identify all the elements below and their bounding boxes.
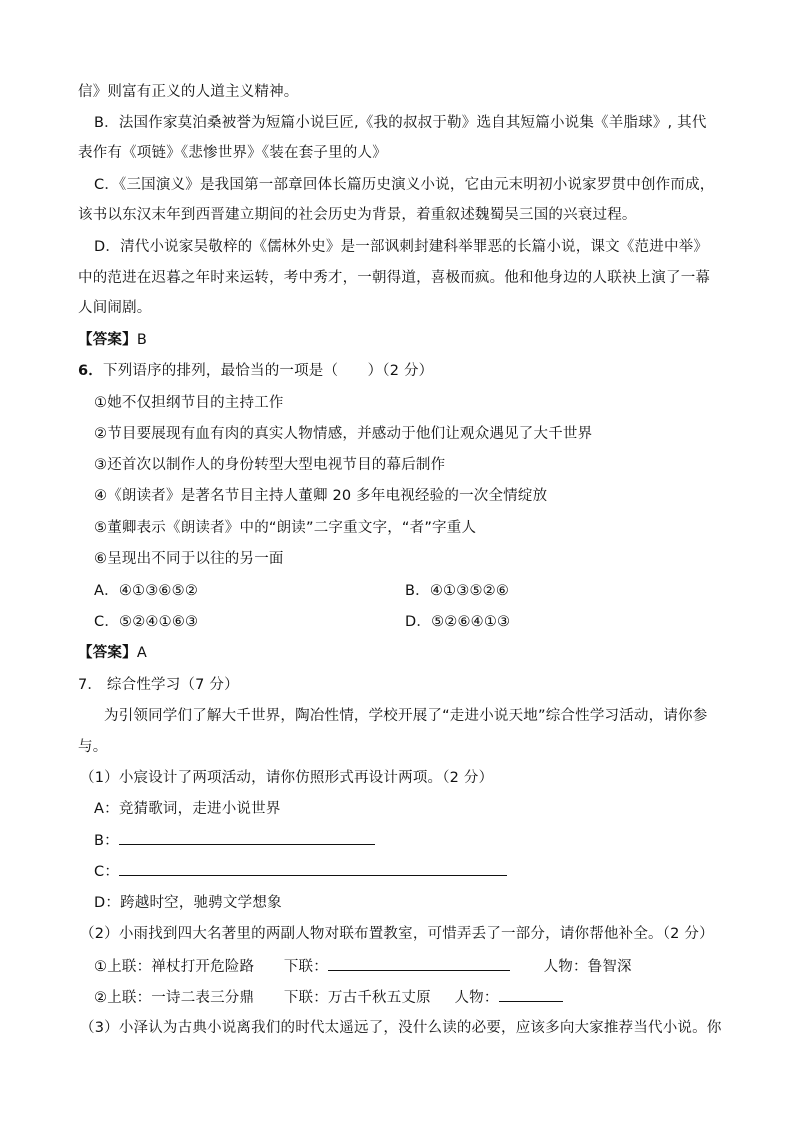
answer-blank[interactable] [499,987,563,1002]
answer-blank[interactable] [119,830,375,845]
question-7-intro: 为引领同学们了解大千世界，陶冶性情，学校开展了“走进小说天地”综合性学习活动，请你参 [104,708,708,724]
sentence-item: ③还首次以制作人的身份转型大型电视节目的幕后制作 [94,457,446,473]
option-d-line: 人间闹剧。 [78,300,152,316]
answer-line [78,643,147,663]
couplet-upper: ②上联：一诗二表三分鼎 [94,990,255,1006]
activity-b-label: B： [94,833,119,849]
answer-blank[interactable] [328,956,510,971]
couplet-2 [94,987,563,1008]
couplet-lower-label: 下联： [283,959,328,975]
subquestion-2: （2）小雨找到四大名著里的两副人物对联布置教室，可惜弄丢了一部分，请你帮他补全。（2 分） [80,926,714,942]
question-6-stem [78,361,433,381]
activity-d: D：跨越时空，驰骋文学想象 [94,895,282,911]
activity-a: A：竞猜歌词，走进小说世界 [94,801,281,817]
activity-b [94,830,375,851]
option-d-line: 中的范进在迟暮之年时来运转，考中秀才，一朝得道，喜极而疯。他和他身边的人联袂上演了一幕 [78,270,711,286]
subquestion-3: （3）小泽认为古典小说离我们的时代太遥远了，没什么读的必要，应该多向大家推荐当代小说。你 [80,1020,722,1036]
subquestion-1: （1）小宸设计了两项活动，请你仿照形式再设计两项。（2 分） [80,770,494,786]
answer-label: 【答案】 [78,645,137,661]
activity-c [94,861,507,882]
question-number: 6． [78,363,103,379]
choice-d: D．⑤②⑥④①③ [405,614,511,630]
option-c-line: 该书以东汉末年到西晋建立期间的社会历史为背景，着重叙述魏蜀吴三国的兴衰过程。 [78,207,637,223]
sentence-item: ⑤董卿表示《朗读者》中的“朗读”二字重文字，“者”字重人 [94,520,477,536]
text-line: 信》则富有正义的人道主义精神。 [78,84,299,100]
answer-line [78,330,147,350]
couplet-person: 人物：鲁智深 [543,959,632,975]
answer-blank[interactable] [119,861,507,876]
sentence-item: ②节目要展现有血有肉的真实人物情感，并感动于他们让观众遇见了大千世界 [94,426,593,442]
question-7-title: 7． 综合性学习（7 分） [78,677,239,693]
couplet-1 [94,956,632,977]
choice-a: A．④①③⑥⑤② [94,583,199,599]
choice-b: B．④①③⑤②⑥ [405,583,510,599]
option-b-line: B．法国作家莫泊桑被誉为短篇小说巨匠,《我的叔叔于勒》选自其短篇小说集《羊脂球》, 其代 [94,115,707,131]
sentence-item: ④《朗读者》是著名节目主持人董卿 20 多年电视经验的一次全情绽放 [94,488,548,504]
couplet-upper: ①上联：禅杖打开危险路 [94,959,255,975]
option-c-line: C．《三国演义》是我国第一部章回体长篇历史演义小说，它由元末明初小说家罗贯中创作而成， [94,177,715,193]
option-b-line: 表作有《项链》《悲惨世界》《装在套子里的人》 [78,145,387,161]
answer-label: 【答案】 [78,332,137,348]
activity-c-label: C： [94,864,120,880]
choice-c: C．⑤②④①⑥③ [94,614,199,630]
option-d-line: D．清代小说家吴敬梓的《儒林外史》是一部讽刺封建科举罪恶的长篇小说，课文《范进中举》 [94,239,709,255]
answer-value: B [136,332,147,348]
couplet-lower: 下联：万古千秋五丈原 [283,990,431,1006]
couplet-person-label: 人物： [454,990,499,1006]
sentence-item: ⑥呈现出不同于以往的另一面 [94,551,284,567]
question-7-intro: 与。 [78,739,108,755]
sentence-item: ①她不仅担纲节目的主持工作 [94,395,284,411]
answer-value: A [136,645,147,661]
question-text: 下列语序的排列，最恰当的一项是（ ）（2 分） [103,363,434,379]
